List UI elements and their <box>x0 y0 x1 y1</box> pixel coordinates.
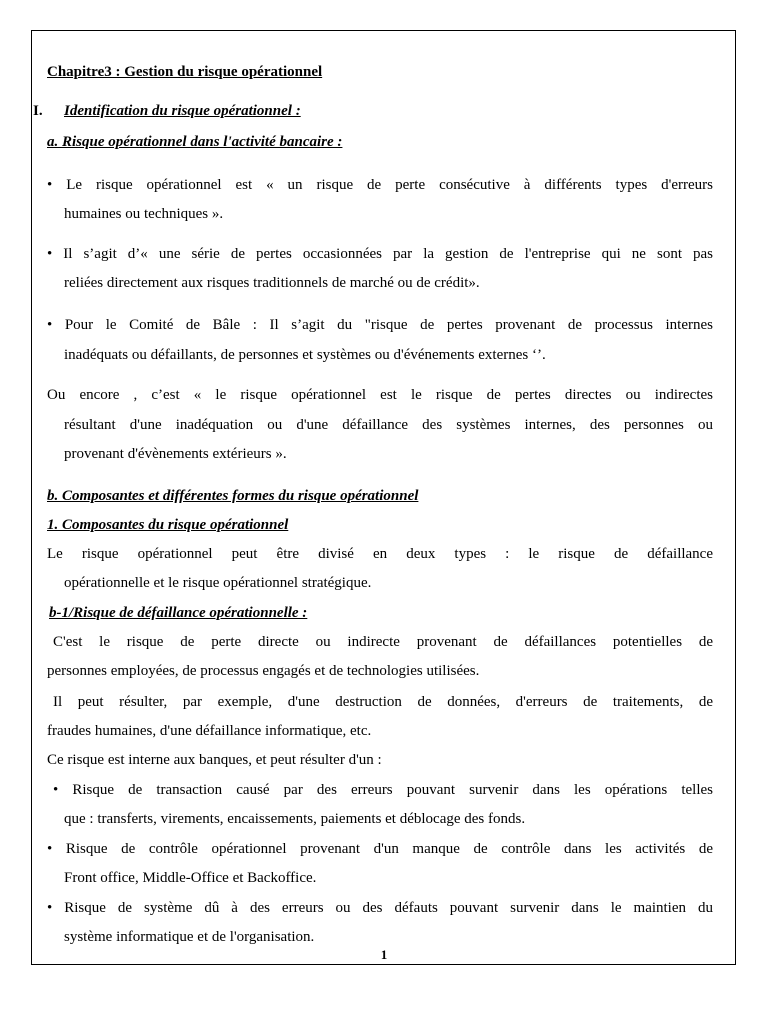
page-number: 1 <box>380 947 388 962</box>
bullet-line: • Risque de transaction causé par des erreurs pouvant survenir dans les opérations telles <box>53 782 713 798</box>
paragraph-line: provenant d'évènements extérieurs ». <box>64 446 287 462</box>
subsection-b-title: b. Composantes et différentes formes du risque opérationnel <box>47 488 419 504</box>
bullet-line: Front office, Middle-Office et Backoffice. <box>64 870 317 886</box>
bullet-line: • Risque de système dû à des erreurs ou des défauts pouvant survenir dans le maintien du <box>47 900 713 916</box>
paragraph-line: Il peut résulter, par exemple, d'une destruction de données, d'erreurs de traitements, de <box>53 694 713 710</box>
subsection-1-title: 1. Composantes du risque opérationnel <box>47 517 289 533</box>
section-number: I. <box>33 103 43 119</box>
subsection-a-title: a. Risque opérationnel dans l'activité bancaire : <box>47 134 343 150</box>
paragraph-line: Ce risque est interne aux banques, et peut résulter d'un : <box>47 752 382 768</box>
paragraph-line: Ou encore , c’est « le risque opérationnel est le risque de pertes directes ou indirectes <box>47 387 713 403</box>
paragraph-line: résultant d'une inadéquation ou d'une défaillance des systèmes internes, des personnes ou <box>64 417 713 433</box>
bullet-line: que : transferts, virements, encaissements, paiements et déblocage des fonds. <box>64 811 526 827</box>
bullet-line: • Risque de contrôle opérationnel provenant d'un manque de contrôle dans les activités de <box>47 841 713 857</box>
paragraph-line: reliées directement aux risques traditionnels de marché ou de crédit». <box>64 275 480 291</box>
paragraph-line: • Il s’agit d’« une série de pertes occasionnées par la gestion de l'entreprise qui ne sont pas <box>47 246 713 262</box>
paragraph-line: fraudes humaines, d'une défaillance informatique, etc. <box>47 723 372 739</box>
paragraph-line: Le risque opérationnel peut être divisé en deux types : le risque de défaillance <box>47 546 713 562</box>
paragraph-line: • Pour le Comité de Bâle : Il s’agit du "risque de pertes provenant de processus internes <box>47 317 713 333</box>
chapter-title: Chapitre3 : Gestion du risque opérationnel <box>47 64 323 80</box>
section-title: Identification du risque opérationnel : <box>64 103 301 119</box>
paragraph-line: C'est le risque de perte directe ou indirecte provenant de défaillances potentielles de <box>53 634 713 650</box>
paragraph-line: inadéquats ou défaillants, de personnes et systèmes ou d'événements externes ‘’. <box>64 347 546 363</box>
subsection-b1-title: b-1/Risque de défaillance opérationnelle : <box>49 605 308 621</box>
paragraph-line: opérationnelle et le risque opérationnel stratégique. <box>64 575 372 591</box>
bullet-line: système informatique et de l'organisation. <box>64 929 315 945</box>
paragraph-line: personnes employées, de processus engagés et de technologies utilisées. <box>47 663 480 679</box>
paragraph-line: • Le risque opérationnel est « un risque de perte consécutive à différents types d'erreurs <box>47 177 713 193</box>
paragraph-line: humaines ou techniques ». <box>64 206 224 222</box>
